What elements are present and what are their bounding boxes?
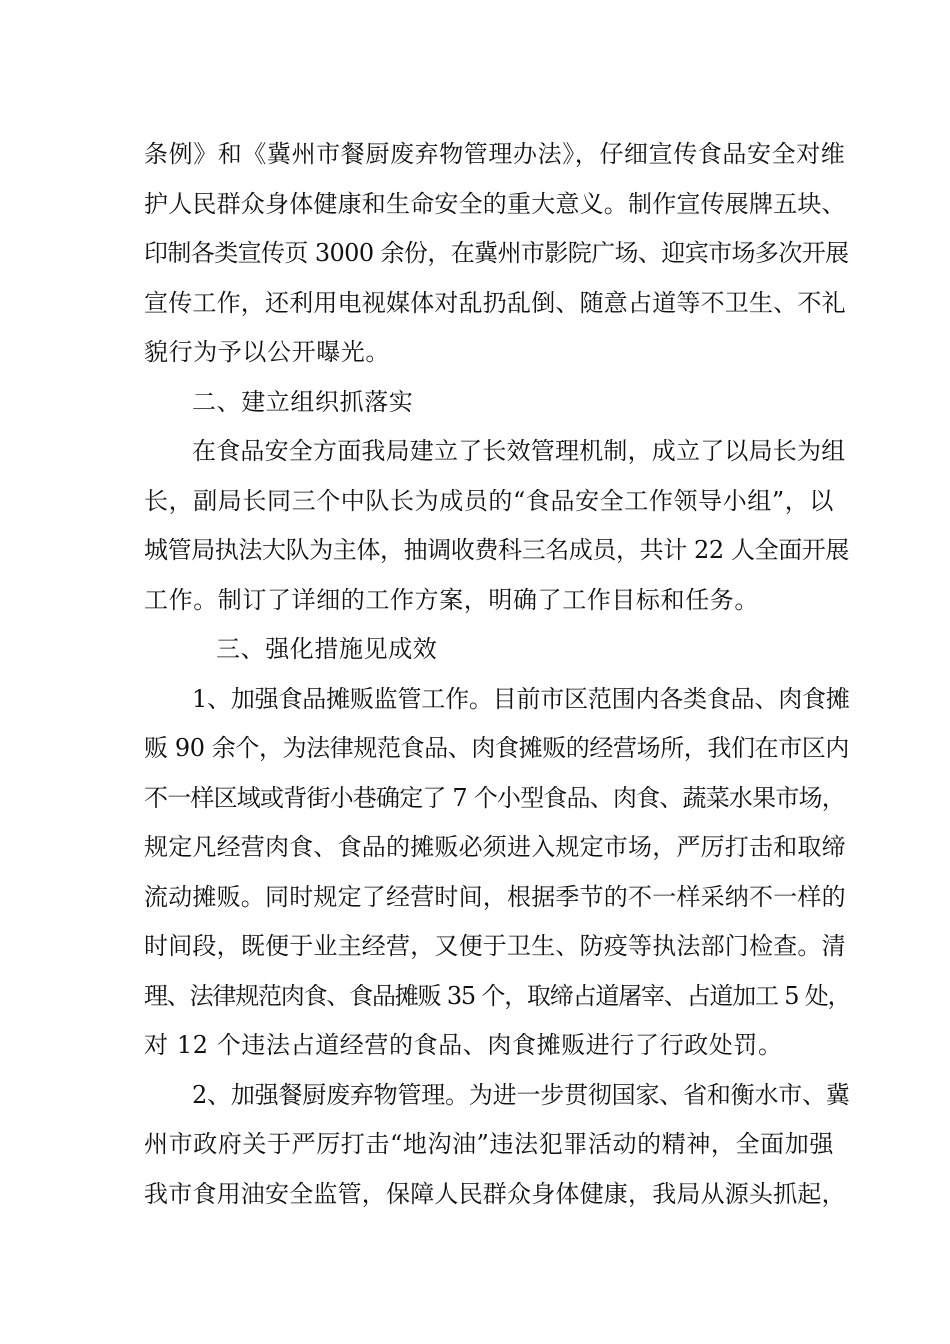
- text-line: 贩 90 余个，为法律规范食品、肉食摊贩的经营场所，我们在市区内: [144, 734, 849, 762]
- section-heading: 二、建立组织抓落实: [192, 388, 414, 416]
- text-line: 州市政府关于严厉打击“地沟油”违法犯罪活动的精神，全面加强: [144, 1130, 834, 1158]
- text-line: 时间段，既便于业主经营，又便于卫生、防疫等执法部门检查。清: [144, 932, 846, 960]
- text-line: 1、加强食品摊贩监管工作。目前市区范围内各类食品、肉食摊: [192, 685, 850, 713]
- text-line: 2、加强餐厨废弃物管理。为进一步贯彻国家、省和衡水市、冀: [192, 1081, 850, 1109]
- text-line: 条例》和《冀州市餐厨废弃物管理办法》，仔细宣传食品安全对维: [144, 140, 846, 168]
- text-line: 我市食用油安全监管，保障人民群众身体健康，我局从源头抓起，: [144, 1180, 846, 1208]
- section-heading: 三、强化措施见成效: [216, 635, 438, 663]
- text-line: 宣传工作，还利用电视媒体对乱扔乱倒、随意占道等不卫生、不礼: [144, 289, 846, 317]
- text-line: 对 12 个违法占道经营的食品、肉食摊贩进行了行政处罚。: [144, 1031, 783, 1059]
- text-line: 貌行为予以公开曝光。: [144, 338, 390, 366]
- text-line: 长，副局长同三个中队长为成员的“食品安全工作领导小组”，以: [144, 487, 834, 515]
- text-line: 护人民群众身体健康和生命安全的重大意义。制作宣传展牌五块、: [144, 190, 846, 218]
- text-line: 工作。制订了详细的工作方案，明确了工作目标和任务。: [144, 586, 759, 614]
- text-line: 城管局执法大队为主体，抽调收费科三名成员，共计 22 人全面开展: [144, 536, 849, 564]
- text-line: 在食品安全方面我局建立了长效管理机制，成立了以局长为组: [192, 437, 846, 465]
- text-line: 理、法律规范肉食、食品摊贩 35 个，取缔占道屠宰、占道加工 5 处，: [144, 982, 851, 1010]
- text-line: 流动摊贩。同时规定了经营时间，根据季节的不一样采纳不一样的: [144, 883, 846, 911]
- text-line: 规定凡经营肉食、食品的摊贩必须进入规定市场，严厉打击和取缔: [144, 833, 846, 861]
- text-line: 印制各类宣传页 3000 余份，在冀州市影院广场、迎宾市场多次开展: [144, 239, 849, 267]
- text-line: 不一样区域或背街小巷确定了 7 个小型食品、肉食、蔬菜水果市场，: [144, 784, 845, 812]
